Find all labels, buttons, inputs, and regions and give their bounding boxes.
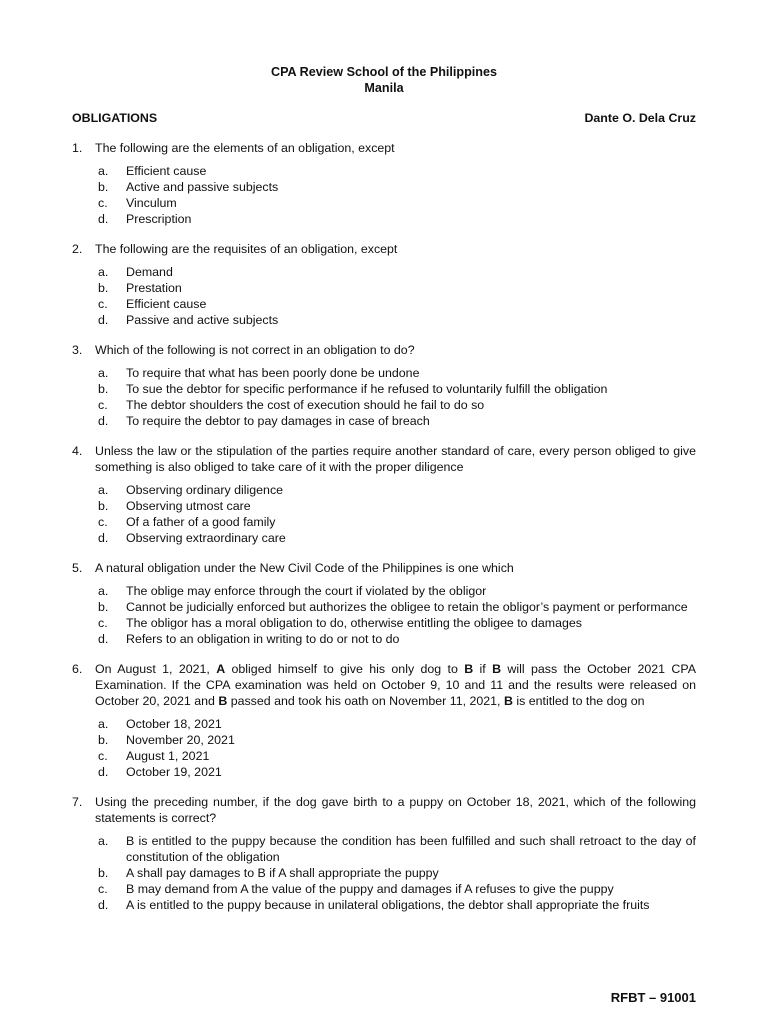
choice-text: B may demand from A the value of the puppy and damages if A refuses to give the puppy [126, 882, 614, 896]
question-item [72, 140, 696, 227]
city-name: Manila [364, 81, 404, 95]
choice-text: To require that what has been poorly done be undone [126, 366, 420, 380]
choice-text: B is entitled to the puppy because the condition has been fulfilled and such shall retroact to the day of constitution of the obligation [126, 834, 696, 864]
choice-text: Observing extraordinary care [126, 531, 286, 545]
choice-text: Demand [126, 265, 173, 279]
choice-letter: a. [98, 265, 109, 279]
choice-list [72, 583, 696, 647]
question-item [72, 560, 696, 647]
choice-item [98, 833, 696, 865]
choice-item [98, 397, 696, 413]
choice-letter: d. [98, 632, 109, 646]
school-name: CPA Review School of the Philippines [270, 65, 498, 79]
choice-letter: a. [98, 366, 109, 380]
header-row [72, 110, 696, 126]
question-list [72, 140, 696, 913]
question-item [72, 794, 696, 913]
document-code: RFBT – 91001 [610, 990, 696, 1005]
choice-text: August 1, 2021 [126, 749, 210, 763]
choice-letter: d. [98, 531, 109, 545]
choice-item [98, 615, 696, 631]
choice-text: Passive and active subjects [126, 313, 279, 327]
choice-item [98, 881, 696, 897]
choice-letter: b. [98, 180, 109, 194]
bold-entity: B [492, 662, 502, 676]
choice-item [98, 296, 696, 312]
question-number: 3. [72, 343, 83, 357]
choice-letter: b. [98, 733, 109, 747]
choice-letter: b. [98, 866, 109, 880]
choice-letter: c. [98, 515, 108, 529]
choice-letter: d. [98, 212, 109, 226]
choice-letter: c. [98, 196, 108, 210]
choice-item [98, 179, 696, 195]
choice-text: Efficient cause [126, 297, 207, 311]
choice-letter: c. [98, 882, 108, 896]
choice-letter: c. [98, 297, 108, 311]
bold-entity: B [464, 662, 474, 676]
choice-item [98, 530, 696, 546]
choice-item [98, 211, 696, 227]
choice-list [72, 264, 696, 328]
choice-text: The obligor has a moral obligation to do, otherwise entitling the obligee to damages [126, 616, 582, 630]
choice-list [72, 482, 696, 546]
choice-text: November 20, 2021 [126, 733, 235, 747]
choice-list [72, 163, 696, 227]
choice-letter: a. [98, 483, 109, 497]
choice-list [72, 716, 696, 780]
question-number: 4. [72, 444, 83, 458]
choice-text: Refers to an obligation in writing to do or not to do [126, 632, 400, 646]
choice-item [98, 583, 696, 599]
choice-item [98, 498, 696, 514]
choice-letter: b. [98, 499, 109, 513]
choice-text: To sue the debtor for specific performance if he refused to voluntarily fulfill the obligation [126, 382, 608, 396]
choice-item [98, 264, 696, 280]
choice-letter: a. [98, 717, 109, 731]
choice-text: To require the debtor to pay damages in case of breach [126, 414, 430, 428]
choice-text: October 19, 2021 [126, 765, 222, 779]
question-item [72, 661, 696, 780]
choice-text: The oblige may enforce through the court if violated by the obligor [126, 584, 487, 598]
choice-letter: a. [98, 164, 109, 178]
question-stem [72, 794, 696, 826]
choice-item [98, 764, 696, 780]
choice-item [98, 748, 696, 764]
choice-letter: a. [98, 584, 109, 598]
question-stem [72, 342, 696, 358]
question-text: On August 1, 2021, A obliged himself to give his only dog to B if B will pass the October 2021 CPA Examination. If the CPA examination was held on October 9, 10 and 11 and the results were released on October 20, 2021 and B passed and took his oath on November 11, 2021, B is entitled to the dog on [95, 662, 696, 708]
choice-item [98, 163, 696, 179]
choice-item [98, 312, 696, 328]
choice-text: Prescription [126, 212, 192, 226]
choice-letter: b. [98, 281, 109, 295]
question-item [72, 241, 696, 328]
choice-item [98, 280, 696, 296]
choice-text: The debtor shoulders the cost of execution should he fail to do so [126, 398, 485, 412]
choice-text: Observing ordinary diligence [126, 483, 284, 497]
choice-text: October 18, 2021 [126, 717, 222, 731]
question-number: 5. [72, 561, 83, 575]
bold-entity: B [218, 694, 228, 708]
choice-letter: d. [98, 414, 109, 428]
choice-text: A is entitled to the puppy because in unilateral obligations, the debtor shall appropriate the fruits [126, 898, 650, 912]
choice-item [98, 365, 696, 381]
question-number: 7. [72, 795, 83, 809]
question-stem [72, 140, 696, 156]
question-text: A natural obligation under the New Civil Code of the Philippines is one which [95, 561, 514, 575]
choice-item [98, 381, 696, 397]
choice-letter: b. [98, 600, 109, 614]
choice-text: Observing utmost care [126, 499, 251, 513]
question-item [72, 342, 696, 429]
question-item [72, 443, 696, 546]
choice-letter: c. [98, 616, 108, 630]
choice-text: A shall pay damages to B if A shall appropriate the puppy [126, 866, 439, 880]
question-number: 2. [72, 242, 83, 256]
choice-item [98, 716, 696, 732]
choice-text: Prestation [126, 281, 182, 295]
choice-text: Vinculum [126, 196, 177, 210]
question-stem [72, 661, 696, 709]
document-page [72, 64, 696, 927]
choice-letter: a. [98, 834, 109, 848]
choice-item [98, 599, 696, 615]
choice-item [98, 195, 696, 211]
choice-item [98, 732, 696, 748]
choice-list [72, 365, 696, 429]
question-number: 1. [72, 141, 83, 155]
question-stem [72, 241, 696, 257]
choice-item [98, 865, 696, 881]
question-text: The following are the elements of an obligation, except [95, 141, 395, 155]
choice-letter: d. [98, 765, 109, 779]
choice-letter: b. [98, 382, 109, 396]
choice-item [98, 514, 696, 530]
question-stem [72, 560, 696, 576]
choice-item [98, 897, 696, 913]
bold-entity: A [216, 662, 226, 676]
choice-letter: d. [98, 898, 109, 912]
choice-letter: c. [98, 398, 108, 412]
question-text: Which of the following is not correct in an obligation to do? [95, 343, 415, 357]
choice-text: Efficient cause [126, 164, 207, 178]
choice-item [98, 631, 696, 647]
subject-title: OBLIGATIONS [72, 111, 158, 125]
choice-text: Of a father of a good family [126, 515, 276, 529]
author-name: Dante O. Dela Cruz [584, 111, 696, 125]
question-text: Using the preceding number, if the dog gave birth to a puppy on October 18, 2021, which of the following statements is correct? [95, 795, 696, 825]
choice-list [72, 833, 696, 913]
choice-letter: c. [98, 749, 108, 763]
question-stem [72, 443, 696, 475]
question-text: Unless the law or the stipulation of the parties require another standard of care, every person obliged to give something is also obliged to take care of it with the proper diligence [95, 444, 696, 474]
choice-text: Cannot be judicially enforced but authorizes the obligee to retain the obligor’s payment or performance [126, 600, 688, 614]
bold-entity: B [503, 694, 513, 708]
choice-letter: d. [98, 313, 109, 327]
question-text: The following are the requisites of an obligation, except [95, 242, 398, 256]
choice-text: Active and passive subjects [126, 180, 279, 194]
choice-item [98, 482, 696, 498]
question-number: 6. [72, 662, 83, 676]
choice-item [98, 413, 696, 429]
